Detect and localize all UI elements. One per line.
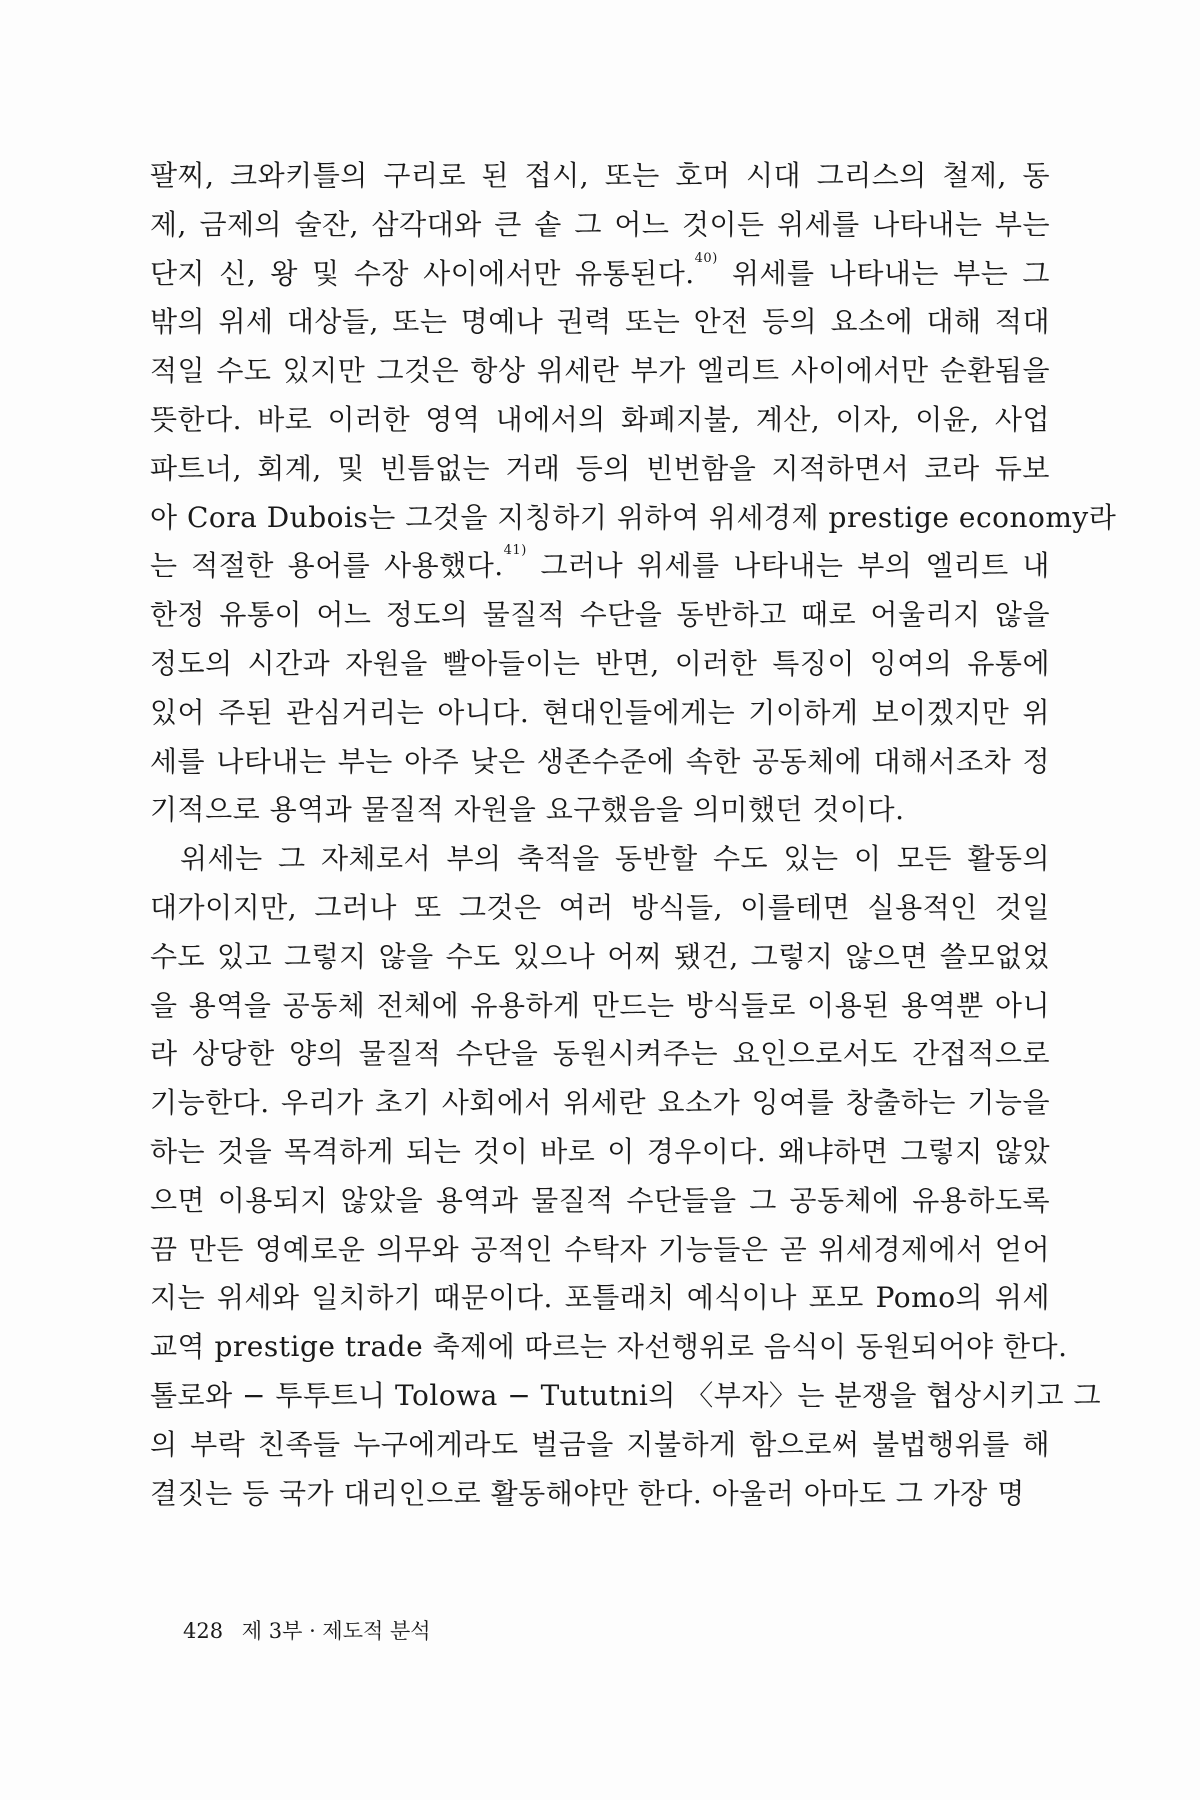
line-text: 위세는 그 자체로서 부의 축적을 동반할 수도 있는 이 모든 활동의 <box>180 842 1050 876</box>
line-text: 적일 수도 있지만 그것은 항상 위세란 부가 엘리트 사이에서만 순환됨을 <box>150 354 1050 388</box>
line-text: 결짓는 등 국가 대리인으로 활동해야만 한다. 아울러 아마도 그 가장 명 <box>150 1476 1025 1510</box>
text-line <box>150 298 1050 347</box>
line-text: 뜻한다. 바로 이러한 영역 내에서의 화폐지불, 계산, 이자, 이윤, 사업 <box>150 402 1050 436</box>
text-line <box>150 640 1050 689</box>
line-text-continuation: 그러나 위세를 나타내는 부의 엘리트 내 <box>526 549 1050 583</box>
text-line <box>150 1128 1050 1177</box>
line-text: 을 용역을 공동체 전체에 유용하게 만드는 방식들로 이용된 용역뿐 아니 <box>150 988 1050 1022</box>
text-line <box>150 884 1050 933</box>
text-line <box>150 1030 1050 1079</box>
text-line <box>150 1177 1050 1226</box>
text-line <box>150 835 1050 884</box>
line-text: 팔찌, 크와키틀의 구리로 된 접시, 또는 호머 시대 그리스의 철제, 동 <box>150 159 1050 192</box>
line-text: 의 부락 친족들 누구에게라도 벌금을 지불하게 함으로써 불법행위를 해 <box>150 1427 1050 1461</box>
line-text: 지는 위세와 일치하기 때문이다. 포틀래치 예식이나 포모 Pomo의 위세 <box>150 1281 1050 1315</box>
text-line <box>150 786 1050 835</box>
body-text <box>150 152 1117 1518</box>
text-line <box>150 1323 1068 1372</box>
text-line <box>150 738 1050 787</box>
text-line <box>150 494 1117 543</box>
text-line <box>150 250 1050 299</box>
line-text: 기능한다. 우리가 초기 사회에서 위세란 요소가 잉여를 창출하는 기능을 <box>150 1086 1050 1120</box>
text-line <box>150 1372 1102 1421</box>
line-text: 있어 주된 관심거리는 아니다. 현대인들에게는 기이하게 보이겠지만 위 <box>150 695 1050 729</box>
text-line <box>150 1226 1050 1275</box>
line-text: 라 상당한 양의 물질적 수단을 동원시켜주는 요인으로서도 간접적으로 <box>150 1037 1050 1071</box>
text-line <box>150 152 1050 201</box>
text-line <box>150 591 1050 640</box>
line-text: 제, 금제의 술잔, 삼각대와 큰 솥 그 어느 것이든 위세를 나타내는 부는 <box>150 207 1050 241</box>
text-line <box>150 1274 1050 1323</box>
page-footer <box>183 1615 431 1645</box>
text-line <box>150 396 1050 445</box>
line-text: 기적으로 용역과 물질적 자원을 요구했음을 의미했던 것이다. <box>150 793 905 827</box>
footnote-reference[interactable]: 40) <box>694 250 718 266</box>
line-text: 톨로와 − 투투트니 Tolowa − Tututni의 〈부자〉는 분쟁을 협상시키고 그 <box>150 1378 1102 1412</box>
footnote-reference[interactable]: 41) <box>503 543 527 559</box>
line-text: 으면 이용되지 않았을 용역과 물질적 수단들을 그 공동체에 유용하도록 <box>150 1183 1050 1217</box>
line-text-continuation: 위세를 나타내는 부는 그 <box>717 256 1050 290</box>
text-line <box>150 1079 1050 1128</box>
line-text: 끔 만든 영예로운 의무와 공적인 수탁자 기능들은 곧 위세경제에서 얻어 <box>150 1232 1050 1266</box>
line-text: 하는 것을 목격하게 되는 것이 바로 이 경우이다. 왜냐하면 그렇지 않았 <box>150 1134 1050 1168</box>
line-text: 정도의 시간과 자원을 빨아들이는 반면, 이러한 특징이 잉여의 유통에 <box>150 646 1050 680</box>
line-text: 는 적절한 용어를 사용했다. <box>150 549 504 583</box>
running-section-title: 제 3부 · 제도적 분석 <box>241 1619 431 1643</box>
line-text: 아 Cora Dubois는 그것을 지칭하기 위하여 위세경제 prestige economy라 <box>150 500 1117 534</box>
text-line <box>150 445 1050 494</box>
line-text: 밖의 위세 대상들, 또는 명예나 권력 또는 안전 등의 요소에 대해 적대 <box>150 305 1050 339</box>
text-line <box>150 347 1050 396</box>
page-number: 428 <box>183 1619 224 1643</box>
line-text: 한정 유통이 어느 정도의 물질적 수단을 동반하고 때로 어울리지 않을 <box>150 598 1050 632</box>
line-text: 교역 prestige trade 축제에 따르는 자선행위로 음식이 동원되어야 한다. <box>150 1330 1068 1364</box>
text-line <box>150 1470 1050 1519</box>
line-text: 세를 나타내는 부는 아주 낮은 생존수준에 속한 공동체에 대해서조차 정 <box>150 744 1050 778</box>
line-text: 단지 신, 왕 및 수장 사이에서만 유통된다. <box>150 256 695 290</box>
text-line <box>150 689 1050 738</box>
text-line <box>150 1421 1050 1470</box>
line-text: 대가이지만, 그러나 또 그것은 여러 방식들, 이를테면 실용적인 것일 <box>150 890 1050 924</box>
text-line <box>150 542 1050 591</box>
text-line <box>150 933 1050 982</box>
text-line <box>150 201 1050 250</box>
line-text: 파트너, 회계, 및 빈틈없는 거래 등의 빈번함을 지적하면서 코라 듀보 <box>150 451 1050 485</box>
line-text: 수도 있고 그렇지 않을 수도 있으나 어찌 됐건, 그렇지 않으면 쓸모없었 <box>150 939 1050 973</box>
text-line <box>150 982 1050 1031</box>
